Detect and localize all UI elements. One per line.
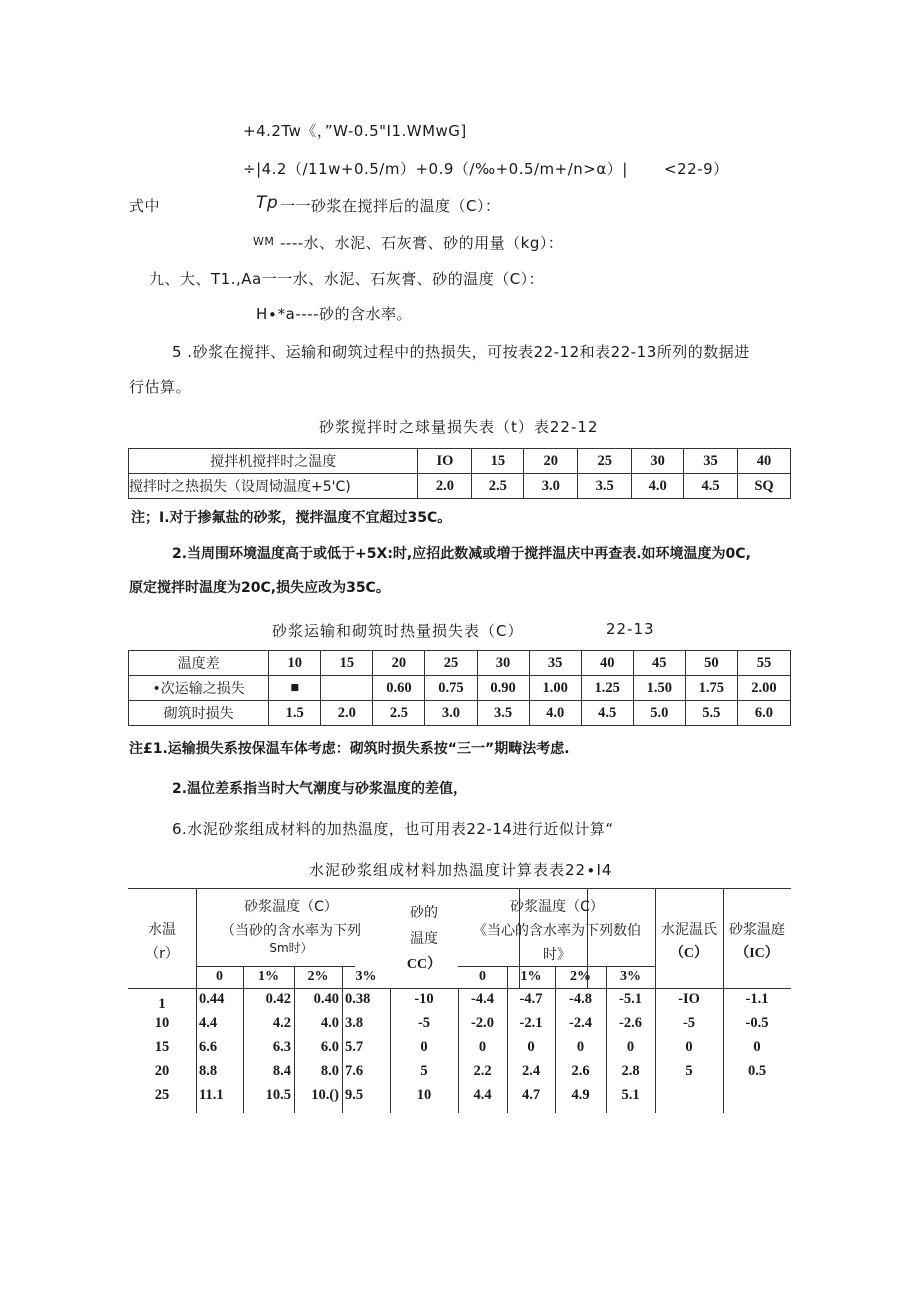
table1-cell: 2.5 <box>472 474 524 499</box>
table3-cell: 11.1 <box>199 1087 224 1103</box>
table2-cell: 1.5 <box>269 701 321 726</box>
table-row <box>128 1087 791 1111</box>
table2-row-masonry <box>129 701 791 726</box>
table3-cell: 20 <box>154 1063 170 1079</box>
def1-text: 一一砂浆在搅拌后的温度（C）： <box>280 197 501 215</box>
formula-line-2: ÷|4.2（/11w+0.5∕m）+0.9（/‰+0.5∕m+/n>α）| <box>243 160 628 178</box>
header-mortar-temp-c: 砂浆温庭 （IC） <box>729 922 785 961</box>
table3-cell: 2.2 <box>473 1063 492 1079</box>
table3-cell: 4.7 <box>521 1087 541 1103</box>
table2-cell: ■ <box>269 676 321 701</box>
subheader-moisture: 2% <box>570 969 591 984</box>
table3-cell: -4.4 <box>471 991 494 1007</box>
table2-cell: 1.25 <box>581 676 633 701</box>
table3-cell: 0 <box>685 1039 693 1055</box>
table3-cell: 5.7 <box>345 1039 364 1055</box>
table2-cell: 5.5 <box>685 701 737 726</box>
formula-line-1: +4.2Tw《，”W-0.5"I1.WMwG] <box>243 122 467 140</box>
table2-cell: 40 <box>581 651 633 676</box>
defs-label: 式中 <box>129 197 161 215</box>
table2-cell: 20 <box>373 651 425 676</box>
table3-cell: -5 <box>417 1015 431 1031</box>
table-row <box>128 1015 791 1039</box>
table-row <box>128 1063 791 1087</box>
table2-cell: 2.0 <box>321 701 373 726</box>
table3-cell: 2.6 <box>571 1063 590 1079</box>
table2-cell: 55 <box>737 651 790 676</box>
equation-number: <22-9） <box>664 160 729 178</box>
table1-cell: 2.0 <box>418 474 472 499</box>
table3-cell: -IO <box>678 991 700 1007</box>
table2-cell: 3.5 <box>477 701 529 726</box>
subheader-moisture: 1% <box>258 969 279 984</box>
table3-cell: 25 <box>154 1087 170 1103</box>
table2-cell: 45 <box>633 651 685 676</box>
table3-cell: 6.0 <box>320 1039 339 1055</box>
table3-cell: -1.1 <box>745 991 769 1007</box>
table3-cell: 8.8 <box>199 1063 218 1079</box>
table3-cell: 2.4 <box>521 1063 541 1079</box>
table3-cell: -10 <box>414 991 434 1007</box>
header-cement-temp: 水泥温氏 （C） <box>661 922 717 961</box>
table3-cell: -0.5 <box>745 1015 769 1031</box>
table2-cell: 50 <box>685 651 737 676</box>
table2-cell: 25 <box>425 651 477 676</box>
table3-cell: 8.0 <box>320 1063 339 1079</box>
table1-row-temperature <box>129 449 791 474</box>
table2-cell: 15 <box>321 651 373 676</box>
table2-cell: 1.00 <box>529 676 581 701</box>
table3-cell: 4.0 <box>320 1015 339 1031</box>
subheader-moisture: 3% <box>620 969 641 984</box>
table2-note-1: 注£1.运输损失系按保温车体考虑：砌筑时损失系按“三一”期畴法考虑. <box>129 741 570 757</box>
table1-cell: 40 <box>738 449 791 474</box>
table2-row3-label: 砌筑时损失 <box>129 701 269 726</box>
table3-cell: -2.4 <box>569 1015 592 1031</box>
table3-cell: 4.2 <box>272 1015 291 1031</box>
table1-cell: 3.5 <box>578 474 632 499</box>
table2-row-temp-diff <box>129 651 791 676</box>
table1-note-1: 注；I.对于掺氟盐的砂浆，搅拌温度不宜超过35C。 <box>131 510 452 526</box>
def2-text: ----水、水泥、石灰膏、砂的用量（kg）： <box>280 234 564 252</box>
para5-line-2: 行估算。 <box>129 378 192 396</box>
table2-cell: 0.75 <box>425 676 477 701</box>
table2-cell: 0.90 <box>477 676 529 701</box>
table3-cell: -4.7 <box>519 991 543 1007</box>
table2-cell: 1.50 <box>633 676 685 701</box>
table3-cell: -4.8 <box>569 991 592 1007</box>
table3-cell: 0.40 <box>313 991 339 1007</box>
table1-row1-label: 搅拌机搅拌时之温度 <box>129 449 418 474</box>
table1-cell: 30 <box>632 449 684 474</box>
table3-cell: 4.4 <box>199 1015 218 1031</box>
table2-cell: 0.60 <box>373 676 425 701</box>
table1-caption: 砂浆搅拌时之球量损失表（t）表22-12 <box>319 418 599 436</box>
table3-cell: 5.1 <box>621 1087 640 1103</box>
table3-cell: 10.5 <box>265 1087 291 1103</box>
table3-cell: 0.42 <box>265 991 291 1007</box>
subheader-moisture: 2% <box>307 969 329 984</box>
table1-row2-label: 搅拌时之热损失（设周恸温度+5'C) <box>129 474 418 499</box>
table1-cell: SQ <box>738 474 791 499</box>
table-22-14 <box>128 888 791 1113</box>
table3-cell: 0 <box>626 1039 635 1055</box>
table1-cell: 4.0 <box>632 474 684 499</box>
table3-cell: 2.8 <box>621 1063 640 1079</box>
table-22-13 <box>128 650 791 726</box>
table3-cell: 10 <box>416 1087 432 1103</box>
header-mortar-temp-a: 砂浆温度（C） （当砂的含水率为下列 Sm时） <box>221 899 361 955</box>
header-sand-temp: 砂的 温度 CC） <box>406 905 442 972</box>
table2-cell: 2.00 <box>737 676 790 701</box>
table2-cell: 6.0 <box>737 701 790 726</box>
table-row <box>128 1039 791 1063</box>
table2-caption: 砂浆运输和砌筑时热量损失表（C） <box>272 622 524 640</box>
table3-cell: 0 <box>527 1039 535 1055</box>
table3-cell: 6.3 <box>272 1039 291 1055</box>
table3-cell: 0 <box>420 1039 428 1055</box>
table3-cell: 5 <box>685 1063 693 1079</box>
table3-cell: 1 <box>158 996 166 1012</box>
table3-cell: 0 <box>753 1039 761 1055</box>
table1-cell: 25 <box>578 449 632 474</box>
para6: 6.水泥砂浆组成材料的加热温度，也可用表22-14进行近似计算“ <box>172 820 614 838</box>
table2-cell: 10 <box>269 651 321 676</box>
table1-row-loss <box>129 474 791 499</box>
subheader-moisture: 0 <box>479 969 486 984</box>
table3-cell: 0.44 <box>199 991 225 1007</box>
table3-cell: -5.1 <box>619 991 642 1007</box>
table2-row2-label: •次运输之损失 <box>129 676 269 701</box>
table2-caption-number: 22-13 <box>606 620 655 638</box>
table1-note-2a: 2.当周围环境温度高于或低于+5X:时,应招此数减或増于搅拌温庆中再查表.如环境温度为0C, <box>172 546 751 562</box>
table3-cell: 15 <box>154 1039 170 1055</box>
subheader-moisture: 3% <box>355 969 377 984</box>
table1-cell: 15 <box>472 449 524 474</box>
table2-cell: 30 <box>477 651 529 676</box>
table3-cell: 3.8 <box>345 1015 364 1031</box>
table2-row-transport <box>129 676 791 701</box>
table3-cell: 0 <box>576 1039 585 1055</box>
table3-cell: 4.9 <box>571 1087 590 1103</box>
table2-cell <box>321 676 373 701</box>
table2-cell: 3.0 <box>425 701 477 726</box>
table-row <box>128 991 791 1015</box>
table1-cell: IO <box>418 449 472 474</box>
table2-cell: 1.75 <box>685 676 737 701</box>
table3-cell: 6.6 <box>199 1039 218 1055</box>
def3-text: 九、大、T1.,Aa一一水、水泥、石灰膏、砂的温度（C）： <box>149 270 545 288</box>
table3-cell: -2.6 <box>619 1015 642 1031</box>
table2-cell: 4.0 <box>529 701 581 726</box>
def4-text: H∙*a----砂的含水率。 <box>256 305 413 323</box>
table2-note-2: 2.温位差系指当时大气潮度与砂浆温度的差值， <box>172 781 468 797</box>
table1-cell: 4.5 <box>684 474 738 499</box>
table3-cell: 0 <box>478 1039 487 1055</box>
table3-cell: 7.6 <box>345 1063 364 1079</box>
table2-row1-label: 温度差 <box>129 651 269 676</box>
table1-cell: 20 <box>524 449 578 474</box>
para5-line-1: 5 .砂浆在搅拌、运输和砌筑过程中的热损失，可按表22-12和表22-13所列的数据进 <box>172 343 750 361</box>
table1-note-2b: 原定搅拌时温度为20C,损失应改为35C。 <box>129 580 390 596</box>
table3-cell: 10.() <box>311 1087 339 1103</box>
def2-symbol: WM <box>253 235 275 248</box>
subheader-moisture: 0 <box>216 969 223 984</box>
table2-cell: 5.0 <box>633 701 685 726</box>
table2-cell: 35 <box>529 651 581 676</box>
table3-cell: -2.1 <box>519 1015 543 1031</box>
table-22-12 <box>128 448 791 499</box>
table3-cell: 10 <box>154 1015 170 1031</box>
table3-caption: 水泥砂浆组成材料加热温度计算表表22∙I4 <box>309 861 613 879</box>
header-water-temp: 水温 （r） <box>145 922 179 962</box>
table3-cell: 4.4 <box>473 1087 492 1103</box>
table3-cell: 9.5 <box>345 1087 364 1103</box>
table1-cell: 3.0 <box>524 474 578 499</box>
def1-symbol: Tp <box>256 193 279 213</box>
table2-cell: 4.5 <box>581 701 633 726</box>
table3-cell: 0.5 <box>747 1063 767 1079</box>
table3-cell: 5 <box>420 1063 428 1079</box>
header-mortar-temp-b: 砂浆温度（C） 《当心的含水率为下列数伯 时》 <box>473 899 641 963</box>
table2-cell: 2.5 <box>373 701 425 726</box>
table3-cell: -5 <box>682 1015 696 1031</box>
table3-cell: -2.0 <box>471 1015 494 1031</box>
table1-cell: 35 <box>684 449 738 474</box>
table3-cell: 0.38 <box>345 991 371 1007</box>
subheader-moisture: 1% <box>520 969 542 984</box>
table3-cell: 8.4 <box>272 1063 291 1079</box>
